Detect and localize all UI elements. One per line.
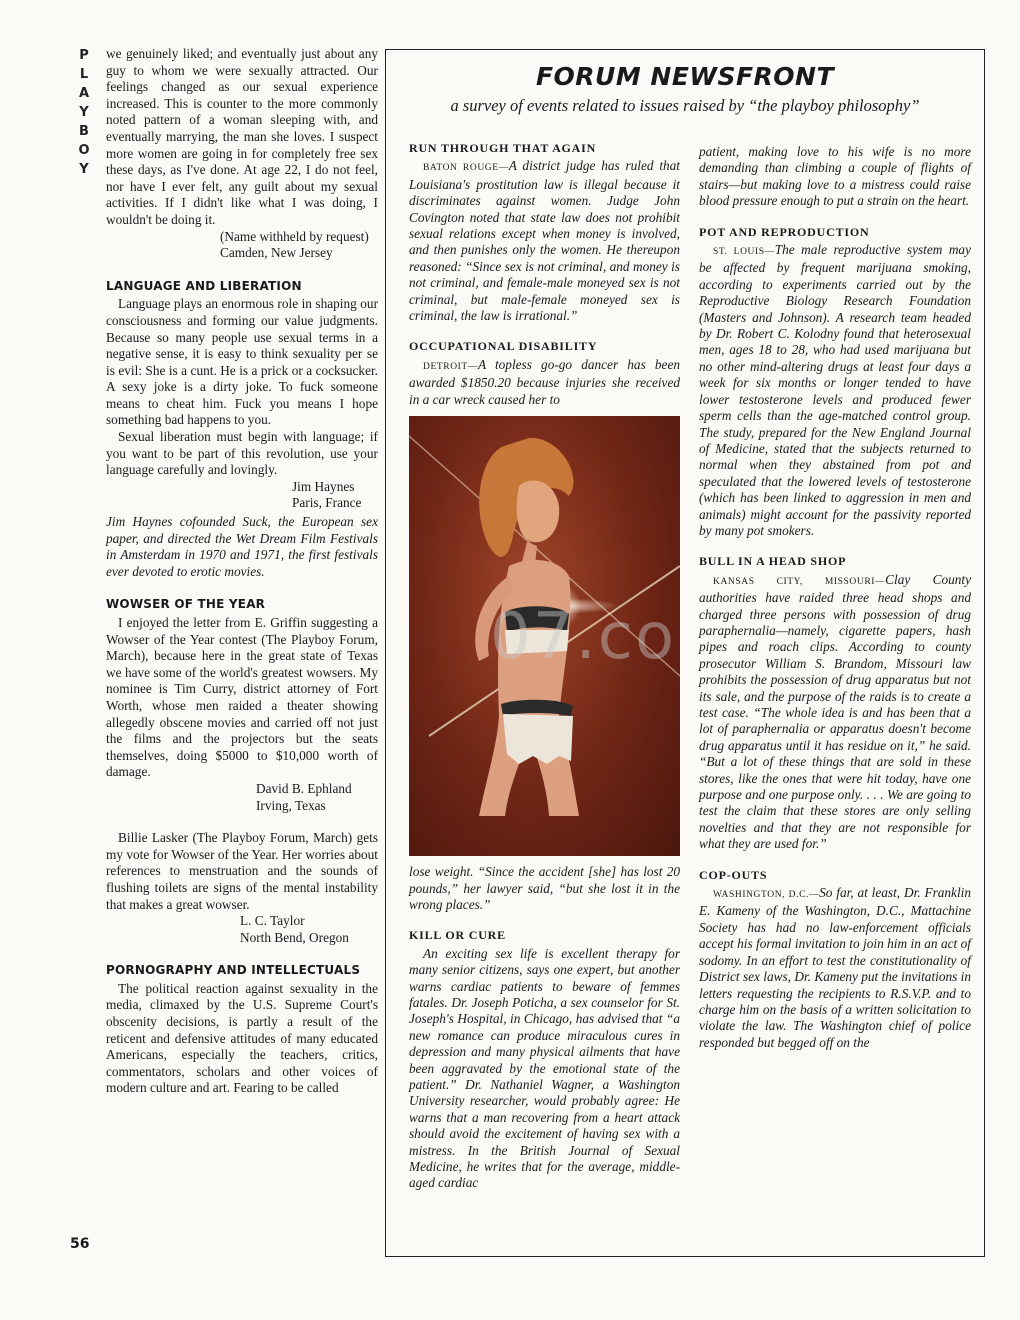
letters-column <box>106 46 378 1097</box>
letter-paragraph: Billie Lasker (The Playboy Forum, March) gets my vote for Wowser of the Year. Her worries about references to menstruation and the sounds of flushing toilets are signs of the mental instability that makes a great wowser. <box>106 830 378 912</box>
sidebar-letter: P <box>79 48 89 63</box>
letter-paragraph: Language plays an enormous role in shaping our consciousness and forming our value judgments. Because so many people use sexual terms in a negative sense, it is easy to think sexuality per se is evil: She is a cunt. He is a prick or a cocksucker. A sexy joke is a dirty joke. To fuck someone means to cheat him. Fuck you means I hope something bad happens to you. <box>106 296 378 428</box>
letter-signature: David B. Ephland <box>256 780 352 796</box>
sidebar-letter: L <box>79 67 89 82</box>
news-body: The male reproductive system may be affected by frequent marijuana smoking, according to experiments carried out by the Reproductive Biology Research Foundation (Masters and Johnson). A research team headed by Dr. Robert C. Kolodny found that heterosexual men, ages 18 to 28, who had used marijuana but no other mind-altering drugs at least four days a week for six months or longer tended to have lower testosterone levels and produced fewer sperm cells than the age-matched control group. The study, prepared for the New England Journal of Medicine, stated that the subjects returned to normal when they abstained from pot and speculated that the lowered levels of testosterone (which has been linked to aggression in men and animals) might account for the passivity reported by many pot smokers. <box>699 242 971 538</box>
newsfront-title: FORUM NEWSFRONT <box>535 62 835 91</box>
letter-signature: (Name withheld by request) <box>220 228 369 244</box>
editor-note: Jim Haynes cofounded Suck, the European sex paper, and directed the Wet Dream Film Festivals in Amsterdam in 1970 and 1971, the first festivals ever devoted to erotic movies. <box>106 514 378 579</box>
news-heading-bull: BULL IN A HEAD SHOP <box>699 554 847 569</box>
sidebar-letter: B <box>79 124 89 139</box>
news-heading-run: RUN THROUGH THAT AGAIN <box>409 141 597 155</box>
sidebar-letter: Y <box>79 105 89 120</box>
newsfront-column-right <box>699 144 971 1051</box>
letter-signature: L. C. Taylor <box>240 913 305 929</box>
sidebar-letter: O <box>78 143 90 158</box>
dateline: ST. LOUIS— <box>713 247 775 258</box>
dateline: KANSAS CITY, MISSOURI— <box>713 576 886 587</box>
news-heading-kill: KILL OR CURE <box>409 928 506 943</box>
news-body: lose weight. “Since the accident [she] has lost 20 pounds,” her lawyer said, “but she lost it in the wrong places.” <box>409 864 680 912</box>
sidebar-letter: Y <box>79 162 89 177</box>
newsfront-column-left <box>409 140 680 1192</box>
news-body: A district judge has ruled that Louisiana's prostitution law is illegal because it discriminates against women. Judge John Covington noted that state law does not prohibit sexual relations except when money is involved, and then punishes only the women. He thereupon reasoned: “Since sex is not criminal, and money is not criminal, and female-male moneyed sex is not criminal, but male-female moneyed sex is criminal, the law is irrational.” <box>409 158 681 324</box>
letter-paragraph: The political reaction against sexuality in the media, climaxed by the U.S. Supreme Court's obscenity decisions, is partly a result of the reticent and defensive attitudes of many educated Americans, especially the teachers, critics, commentators, scholars and other voices of modern culture and art. Fearing to be called <box>106 980 378 1096</box>
letter-location: North Bend, Oregon <box>240 929 349 945</box>
sidebar-letter: A <box>78 86 90 101</box>
letter-signature: Jim Haynes <box>292 478 355 494</box>
news-body: patient, making love to his wife is no more demanding than climbing a couple of flights of stairs—but making love to a mistress could raise blood pressure enough to put a strain on the heart. <box>699 144 971 209</box>
letter-paragraph: I enjoyed the letter from E. Griffin suggesting a Wowser of the Year contest (The Playboy Forum, March), because here in the great state of Texas we have some of the world's greatest wowsers. My nominee is Tim Curry, district attorney of Fort Worth, whose men raided a theater showing allegedly obscene movies and carried off not just the films and the projectors but the seats themselves, doing $5000 to $10,000 worth of damage. <box>106 615 378 780</box>
dateline: DETROIT— <box>423 361 478 372</box>
news-body: So far, at least, Dr. Franklin E. Kameny of the Washington, D.C., Mattachine Society has had no law-enforcement officials accept his formal invitation to join him in an act of sodomy. In an effort to test the constitutionality of District sex laws, Dr. Kameny put the invitations in letters requesting the recipients to R.S.V.P. and to charge him on the basis of a written solicitation to violate the law. The Washington chief of police responded but begged off on the <box>699 885 971 1050</box>
dateline: WASHINGTON, D.C.— <box>713 890 820 901</box>
letter-location: Paris, France <box>292 495 362 511</box>
news-heading-occupational: OCCUPATIONAL DISABILITY <box>409 339 598 354</box>
news-heading-pot: POT AND REPRODUCTION <box>699 224 870 239</box>
dancer-photo <box>409 416 680 856</box>
letter-paragraph: Sexual liberation must begin with language; if you want to be part of this revolution, use your language carefully and lovingly. <box>106 429 378 478</box>
section-heading-wowser: WOWSER OF THE YEAR <box>106 597 266 612</box>
letter-location: Irving, Texas <box>256 797 326 813</box>
letter-continuation: we genuinely liked; and eventually just about any guy to whom we were sexually attracted. Our feelings changed as our sexual experience increased. This is counter to the more commonly noted pattern of a woman sleeping with, and eventually marrying, the man she loves. I suspect more women are going in for completely free sex these days, as I've done. At age 22, I do not feel, nor have I ever felt, any guilt about my sexual activities. If I didn't like what I was doing, I wouldn't be doing it. <box>106 46 378 227</box>
news-body: Clay County authorities have raided three head shops and charged three persons with possession of drug paraphernalia—namely, cigarette papers, hash pipes and roach clips. According to county prosecutor William S. Brandom, Missouri law prohibits the possession of drug apparatus but not its sale, and the purpose of the raids is to create a test case. “The whole idea is and has been that a lot of paraphernalia or apparatus doesn't become drug apparatus until it has residue on it,” he said. “But a lot of these things that are sold in these stores, like the ones that were hit today, have one purpose and one purpose only. . . . We are going to test the claim that these stores are only selling novelties and that they are not responsible for what they are used for.” <box>699 571 971 852</box>
section-heading-pornography: PORNOGRAPHY AND INTELLECTUALS <box>106 963 361 978</box>
news-body: An exciting sex life is excellent therapy for many senior citizens, says one expert, but another warns cardiac patients to beware of femmes fatales. Dr. Joseph Poticha, a sex counselor for St. Joseph's Hospital, in Chicago, has advised that “a new romance can produce miraculous cures in depression and many physical ailments that have been aggravated by the emotional state of the patient.” Dr. Nathaniel Wagner, a Washington University researcher, would probably agree: He warns that a man recovering from a heart attack should avoid the excitement of having sex with a mistress. In the British Journal of Sexual Medicine, he writes that for the average, middle-aged cardiac <box>409 945 680 1191</box>
watermark: 07.co <box>490 600 677 674</box>
magazine-sidebar-logo <box>72 46 96 179</box>
news-heading-copouts: COP-OUTS <box>699 867 768 882</box>
section-heading-language: LANGUAGE AND LIBERATION <box>106 278 302 293</box>
page-number: 56 <box>70 1236 90 1252</box>
news-body: A topless go-go dancer has been awarded $1850.20 because injuries she received in a car wreck caused her to <box>409 356 680 407</box>
letter-location: Camden, New Jersey <box>220 245 333 261</box>
dateline: BATON ROUGE— <box>423 163 509 174</box>
newsfront-subtitle: a survey of events related to issues raised by “the playboy philosophy” <box>450 96 920 115</box>
